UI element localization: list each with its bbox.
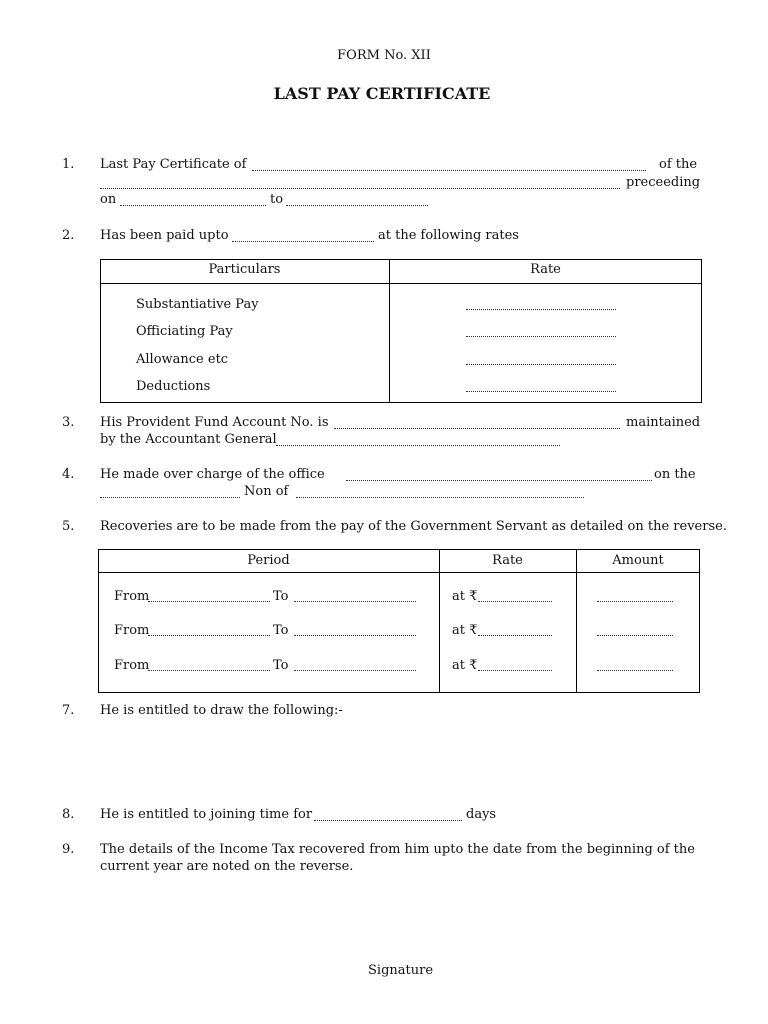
item-number: 8. [62, 807, 75, 822]
form-number: FORM No. XII [337, 48, 431, 63]
item-4-label: He made over charge of the office [100, 467, 325, 482]
item-1-label: Last Pay Certificate of [100, 157, 247, 172]
item-1-on: on [100, 192, 117, 207]
from-blank[interactable] [148, 601, 270, 602]
to-label: To [273, 589, 289, 604]
item-4-non-of: Non of [244, 484, 289, 499]
at-rupee-label: at ₹ [452, 589, 478, 604]
charge-date-blank[interactable] [100, 497, 240, 498]
item-7-label: He is entitled to draw the following:- [100, 703, 343, 718]
rate-blank[interactable] [466, 364, 616, 365]
item-3-maintained: maintained [626, 415, 701, 430]
item-number: 3. [62, 415, 75, 430]
to-label: To [273, 658, 289, 673]
pf-account-blank[interactable] [334, 428, 620, 429]
to-blank[interactable] [294, 601, 416, 602]
item-8-label: He is entitled to joining time for [100, 807, 313, 822]
table-divider [100, 283, 702, 284]
to-blank[interactable] [294, 635, 416, 636]
signature-label: Signature [368, 963, 434, 978]
col-header-amount: Amount [612, 553, 664, 568]
item-5-label: Recoveries are to be made from the pay of the Government Servant as detailed on the reverse. [100, 519, 727, 534]
item-number: 2. [62, 228, 75, 243]
item-number: 1. [62, 157, 75, 172]
table-divider [98, 572, 700, 573]
from-blank[interactable] [148, 670, 270, 671]
amount-blank[interactable] [597, 601, 673, 602]
item-number: 9. [62, 842, 75, 857]
at-rupee-label: at ₹ [452, 623, 478, 638]
rate-blank[interactable] [466, 391, 616, 392]
non-of-blank[interactable] [296, 497, 584, 498]
from-label: From [114, 623, 150, 638]
rate-blank[interactable] [478, 670, 552, 671]
table-row-label: Substantiative Pay [136, 297, 259, 312]
rate-blank[interactable] [466, 309, 616, 310]
table-divider [389, 259, 390, 403]
from-label: From [114, 589, 150, 604]
col-header-rate: Rate [492, 553, 523, 568]
amount-blank[interactable] [597, 670, 673, 671]
from-blank[interactable] [148, 635, 270, 636]
page-title: LAST PAY CERTIFICATE [273, 84, 491, 103]
item-4-on-the: on the [654, 467, 696, 482]
col-header-particulars: Particulars [208, 262, 281, 277]
item-1-of-the: of the [659, 157, 698, 172]
to-blank[interactable] [294, 670, 416, 671]
table-row-label: Deductions [136, 379, 211, 394]
recoveries-table [98, 549, 700, 693]
item-9-line-1: The details of the Income Tax recovered from him upto the date from the beginning of the [100, 842, 695, 857]
to-label: To [273, 623, 289, 638]
table-divider [576, 549, 577, 693]
item-2-rates-text: at the following rates [378, 228, 519, 243]
rate-blank[interactable] [478, 601, 552, 602]
col-header-rate: Rate [530, 262, 561, 277]
table-row-label: Allowance etc [136, 352, 229, 367]
rate-blank[interactable] [478, 635, 552, 636]
item-number: 7. [62, 703, 75, 718]
item-1-preceeding: preceeding [626, 175, 701, 190]
office-blank[interactable] [100, 188, 620, 189]
item-9-line-2: current year are noted on the reverse. [100, 859, 354, 874]
from-date-blank[interactable] [120, 205, 266, 206]
at-rupee-label: at ₹ [452, 658, 478, 673]
item-number: 5. [62, 519, 75, 534]
accountant-general-blank[interactable] [276, 445, 560, 446]
amount-blank[interactable] [597, 635, 673, 636]
table-divider [439, 549, 440, 693]
item-2-label: Has been paid upto [100, 228, 229, 243]
col-header-period: Period [247, 553, 290, 568]
name-blank[interactable] [252, 170, 646, 171]
joining-time-blank[interactable] [314, 820, 462, 821]
office-charge-blank[interactable] [346, 480, 652, 481]
from-label: From [114, 658, 150, 673]
item-3-label: His Provident Fund Account No. is [100, 415, 329, 430]
item-1-to: to [270, 192, 284, 207]
table-row-label: Officiating Pay [136, 324, 233, 339]
rate-blank[interactable] [466, 336, 616, 337]
item-number: 4. [62, 467, 75, 482]
item-3-accountant: by the Accountant General [100, 432, 277, 447]
paid-upto-blank[interactable] [232, 241, 374, 242]
to-date-blank[interactable] [286, 205, 428, 206]
item-8-days: days [466, 807, 497, 822]
